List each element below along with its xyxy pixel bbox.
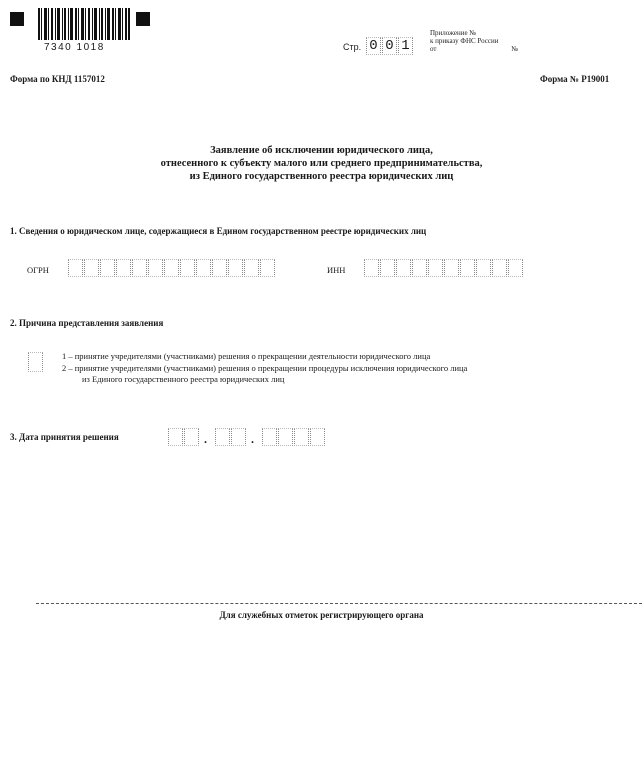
reason-cell[interactable] [28,352,43,372]
appendix-note [430,29,540,53]
corner-marker-left [10,12,24,26]
appendix-number-label: № [511,45,518,53]
reason-field[interactable] [28,352,44,372]
year-cell[interactable] [294,428,309,446]
service-note: Для служебных отметок регистрирующего органа [219,610,424,620]
inn-field[interactable] [364,259,524,277]
page-digit-cell: 0 [382,37,397,55]
page-number-cells [366,37,414,55]
inn-digit-cell[interactable] [412,259,427,277]
ogrn-digit-cell[interactable] [164,259,179,277]
title-line-2: отнесенного к субъекту малого или среднего предпринимательства, [160,158,483,169]
form-knd-label: Форма по КНД 1157012 [10,74,105,84]
year-cell[interactable] [278,428,293,446]
section1-heading: 1. Сведения о юридическом лице, содержащиеся в Едином государственном реестре юридических лиц [10,226,427,236]
ogrn-digit-cell[interactable] [132,259,147,277]
day-cell[interactable] [168,428,183,446]
decision-day-field[interactable] [168,428,200,446]
inn-label: ИНН [327,265,346,275]
form-number-label: Форма № Р19001 [540,74,610,84]
month-cell[interactable] [231,428,246,446]
date-separator: . [251,432,254,446]
section3-heading: 3. Дата принятия решения [10,432,119,442]
corner-marker-right [136,12,150,26]
ogrn-digit-cell[interactable] [212,259,227,277]
document-title [0,144,643,183]
ogrn-digit-cell[interactable] [116,259,131,277]
inn-digit-cell[interactable] [508,259,523,277]
barcode-image [38,8,130,40]
section2-heading: 2. Причина представления заявления [10,318,164,328]
ogrn-label: ОГРН [27,265,49,275]
year-cell[interactable] [310,428,325,446]
inn-digit-cell[interactable] [492,259,507,277]
inn-digit-cell[interactable] [380,259,395,277]
inn-digit-cell[interactable] [444,259,459,277]
reason-option-2: 2 – принятие учредителями (участниками) решения о прекращении процедуры исключения юридического лица [62,363,468,373]
ogrn-digit-cell[interactable] [260,259,275,277]
reason-option-2-continued: из Единого государственного реестра юридических лиц [82,374,285,384]
ogrn-digit-cell[interactable] [244,259,259,277]
page-digit-cell: 1 [398,37,413,55]
inn-digit-cell[interactable] [428,259,443,277]
inn-digit-cell[interactable] [396,259,411,277]
day-cell[interactable] [184,428,199,446]
reason-option-1: 1 – принятие учредителями (участниками) решения о прекращении деятельности юридического лица [62,351,431,361]
ogrn-digit-cell[interactable] [196,259,211,277]
appendix-line-1: Приложение № [430,29,476,37]
title-line-3: из Единого государственного реестра юридических лиц [189,171,454,182]
page-label: Стр. [343,42,362,52]
inn-digit-cell[interactable] [460,259,475,277]
appendix-date-label: от [430,45,437,53]
page-digit-cell: 0 [366,37,381,55]
ogrn-digit-cell[interactable] [84,259,99,277]
ogrn-digit-cell[interactable] [228,259,243,277]
cut-line [36,603,642,604]
appendix-line-2: к приказу ФНС России [430,37,499,45]
month-cell[interactable] [215,428,230,446]
barcode-number: 7340 1018 [44,42,105,53]
inn-digit-cell[interactable] [364,259,379,277]
ogrn-field[interactable] [68,259,276,277]
decision-year-field[interactable] [262,428,326,446]
title-line-1: Заявление об исключении юридического лица, [210,145,433,156]
ogrn-digit-cell[interactable] [68,259,83,277]
ogrn-digit-cell[interactable] [180,259,195,277]
decision-month-field[interactable] [215,428,247,446]
date-separator: . [204,432,207,446]
year-cell[interactable] [262,428,277,446]
inn-digit-cell[interactable] [476,259,491,277]
ogrn-digit-cell[interactable] [148,259,163,277]
ogrn-digit-cell[interactable] [100,259,115,277]
